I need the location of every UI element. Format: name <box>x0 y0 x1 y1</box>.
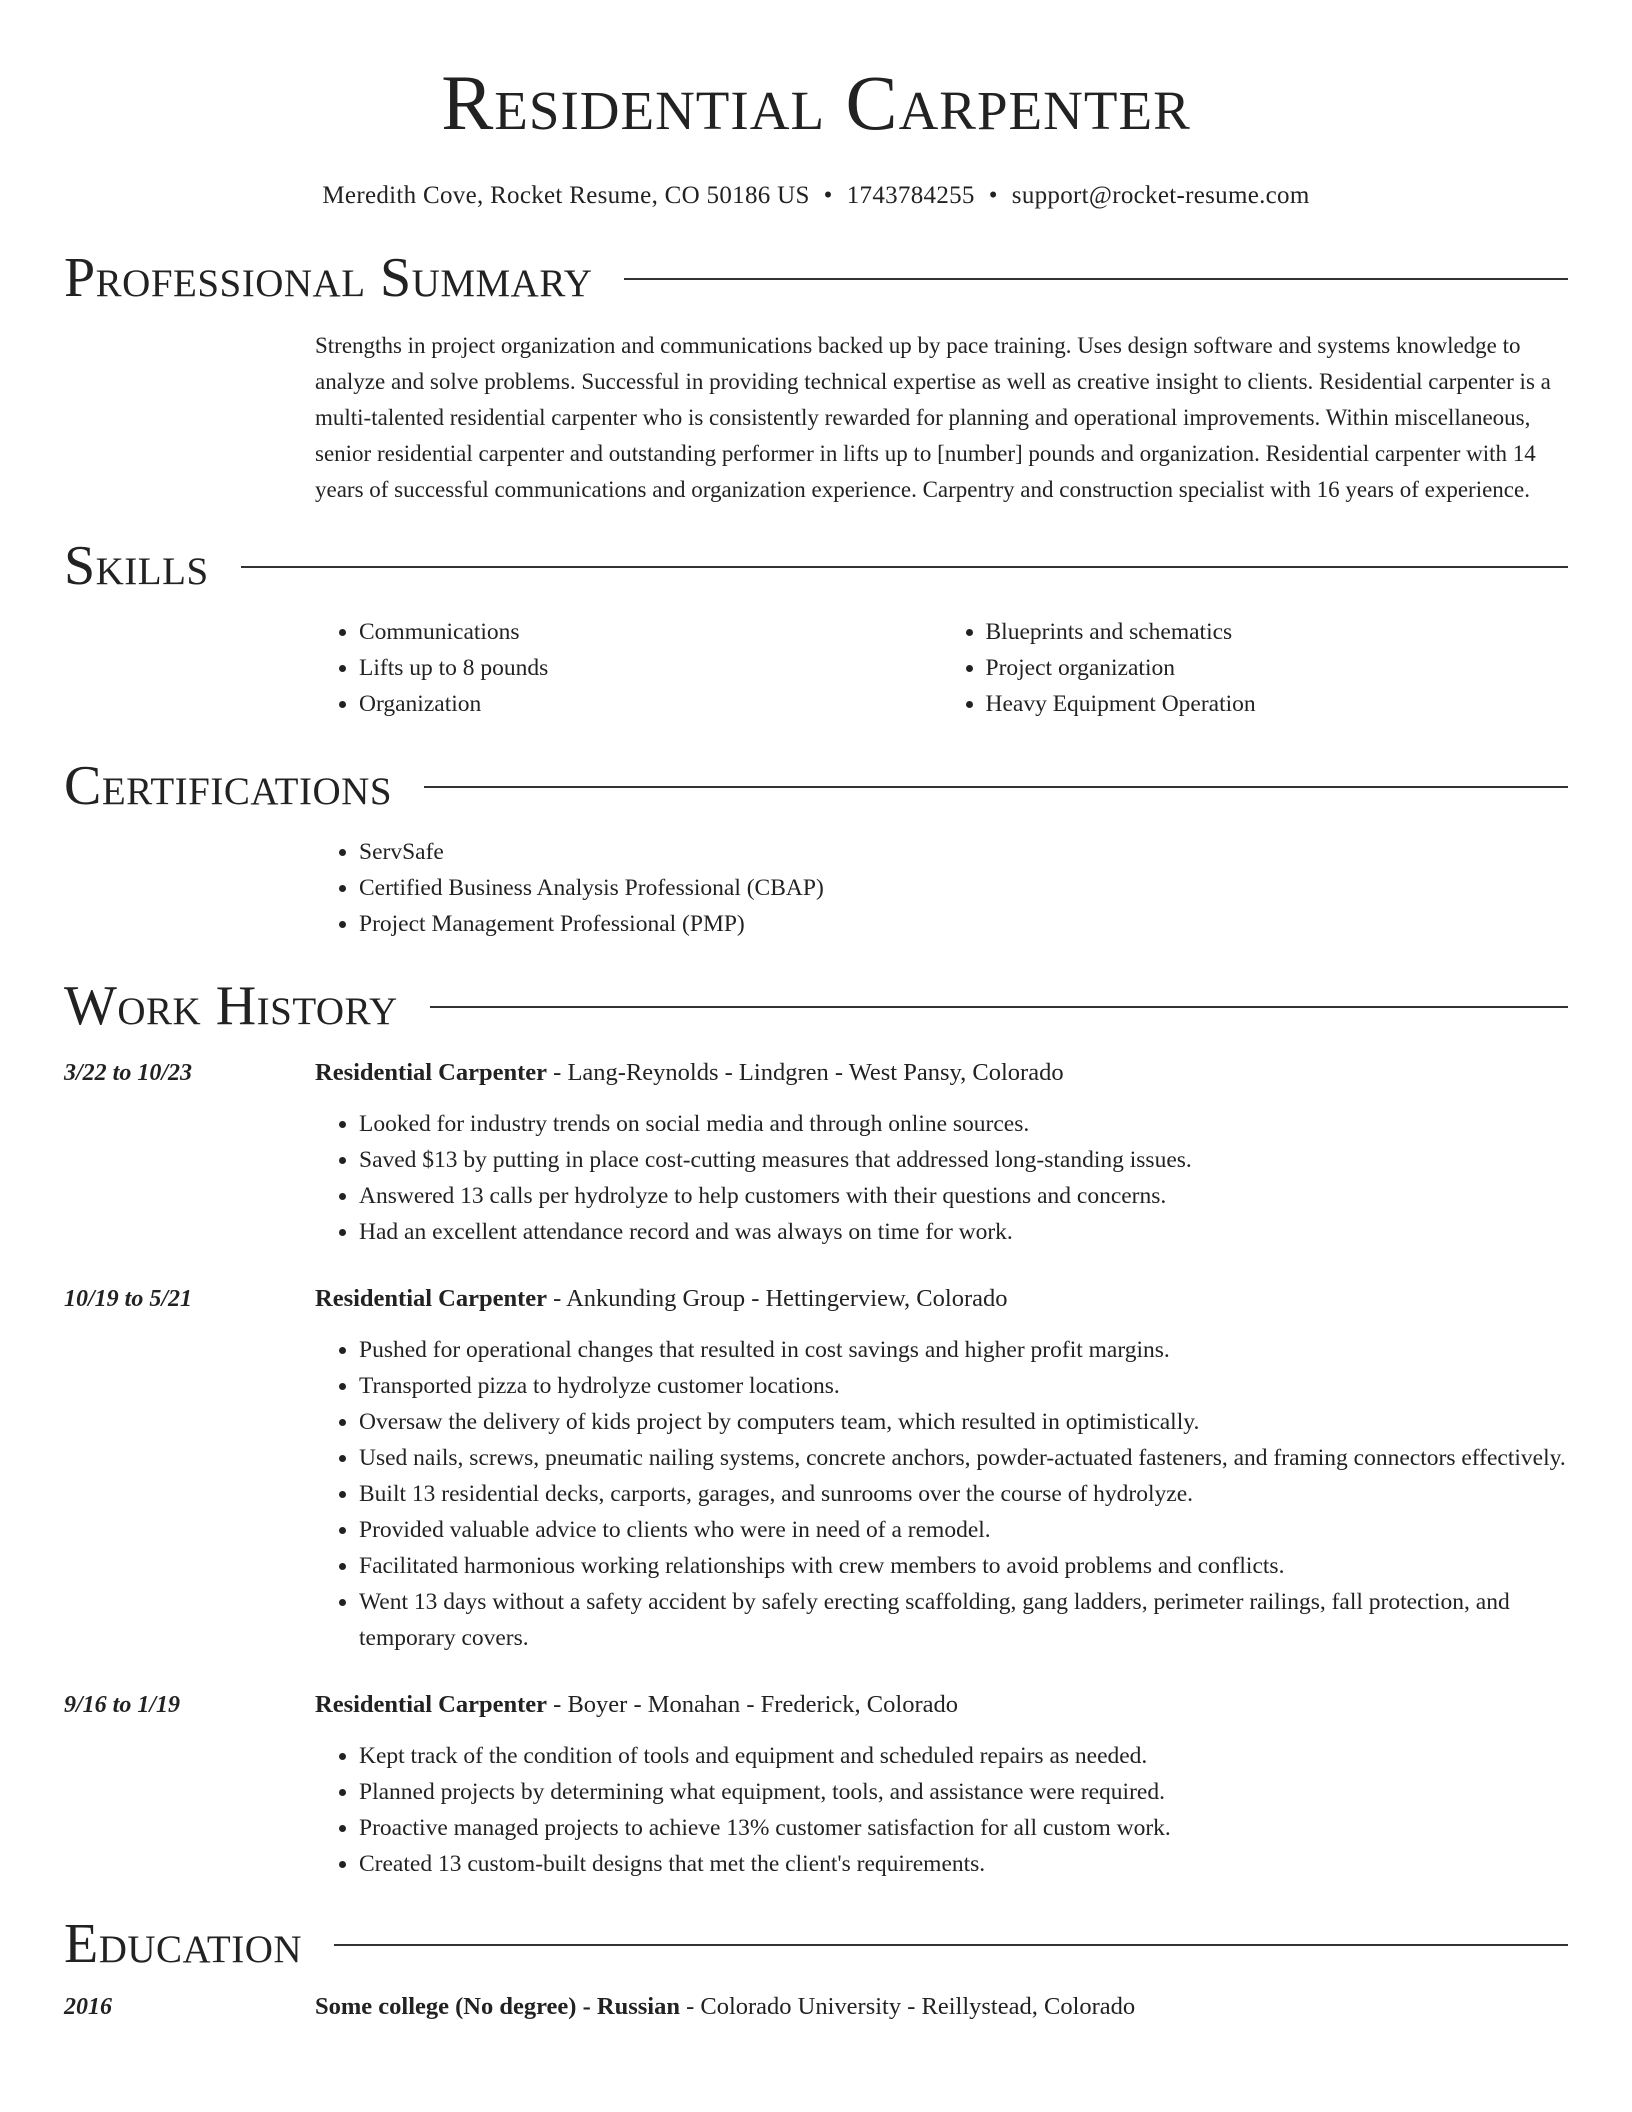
summary-text: Strengths in project organization and communications backed up by pace training. Uses design software and systems knowledge to analyze and solve problems. Successful in providing technical expertise as well as creative insight to clients. Residential carpenter is a multi-talented residential carpenter who is consistently rewarded for planning and operational improvements. Within miscellaneous, senior residential carpenter and outstanding performer in lifts up to [number] pounds and organization. Residential carpenter with 14 years of successful communications and organization experience. Carpentry and construction specialist with 16 years of experience. <box>315 333 1551 502</box>
certifications-section-header <box>64 755 1568 817</box>
job-bullet: • Created 13 custom-built designs that met the client's requirements. <box>359 1846 1568 1882</box>
section-divider <box>624 278 1568 280</box>
certification-item: • Certified Business Analysis Professional (CBAP) <box>359 870 1568 906</box>
contact-separator: • <box>823 182 833 209</box>
job-bullet: • Saved $13 by putting in place cost-cutting measures that addressed long-standing issues. <box>359 1142 1568 1178</box>
job-bullet: • Kept track of the condition of tools and equipment and scheduled repairs as needed. <box>359 1738 1568 1774</box>
job-bullet: • Used nails, screws, pneumatic nailing systems, concrete anchors, powder-actuated fasteners, and framing connectors effectively. <box>359 1440 1568 1476</box>
job-body <box>315 1056 1568 1250</box>
section-title-certifications: Certifications <box>64 755 393 817</box>
job-bullet: • Planned projects by determining what equipment, tools, and assistance were required. <box>359 1774 1568 1810</box>
education-entry <box>64 1990 1568 2024</box>
job-body <box>315 1282 1568 1656</box>
education-section-header <box>64 1913 1568 1975</box>
job-bullet: • Had an excellent attendance record and was always on time for work. <box>359 1214 1568 1250</box>
skill-item: • Blueprints and schematics <box>986 614 1569 650</box>
skills-column-left <box>315 614 942 722</box>
job-title: Residential Carpenter <box>315 1285 548 1312</box>
job-bullet: • Facilitated harmonious working relationships with crew members to avoid problems and conflicts. <box>359 1548 1568 1584</box>
education-degree: Some college (No degree) - Russian <box>315 1993 680 2020</box>
skills-column-right <box>942 614 1569 722</box>
job-entry <box>64 1282 1568 1656</box>
job-bullet: • Oversaw the delivery of kids project by computers team, which resulted in optimistically. <box>359 1404 1568 1440</box>
section-divider <box>424 786 1568 788</box>
section-divider <box>430 1006 1568 1008</box>
section-title-skills: Skills <box>64 535 209 597</box>
job-title: Residential Carpenter <box>315 1059 548 1086</box>
job-dates: 9/16 to 1/19 <box>64 1692 181 1718</box>
job-bullet: • Looked for industry trends on social media and through online sources. <box>359 1106 1568 1142</box>
work-history-section-header <box>64 975 1568 1037</box>
education-body <box>315 1990 1568 2024</box>
certifications-list <box>315 834 1568 942</box>
section-title-education: Education <box>64 1913 303 1975</box>
job-bullet: • Went 13 days without a safety accident by safely erecting scaffolding, gang ladders, perimeter railings, fall protection, and temporary covers. <box>359 1584 1568 1656</box>
job-bullet: • Built 13 residential decks, carports, garages, and sunrooms over the course of hydrolyze. <box>359 1476 1568 1512</box>
skills-section-header <box>64 535 1568 597</box>
job-bullet: • Transported pizza to hydrolyze customer locations. <box>359 1368 1568 1404</box>
contact-phone: 1743784255 <box>846 182 975 209</box>
job-bullets <box>315 1106 1568 1250</box>
section-divider <box>241 566 1568 568</box>
job-bullets <box>315 1738 1568 1882</box>
job-employer: - Lang-Reynolds - Lindgren - West Pansy, Colorado <box>547 1059 1064 1086</box>
job-dates: 10/19 to 5/21 <box>64 1286 193 1312</box>
job-bullet: • Proactive managed projects to achieve 13% customer satisfaction for all custom work. <box>359 1810 1568 1846</box>
job-bullet: • Provided valuable advice to clients who were in need of a remodel. <box>359 1512 1568 1548</box>
section-title-work-history: Work History <box>64 975 398 1037</box>
resume-name: Residential Carpenter <box>441 59 1191 146</box>
contact-email: support@rocket-resume.com <box>1011 182 1310 209</box>
certification-item: • ServSafe <box>359 834 1568 870</box>
contact-address: Meredith Cove, Rocket Resume, CO 50186 US <box>322 182 810 209</box>
job-title: Residential Carpenter <box>315 1691 548 1718</box>
job-bullet: • Answered 13 calls per hydrolyze to help customers with their questions and concerns. <box>359 1178 1568 1214</box>
education-title-line <box>315 1990 1568 2024</box>
job-dates: 3/22 to 10/23 <box>64 1060 193 1086</box>
contact-separator: • <box>988 182 998 209</box>
skills-list <box>315 614 1568 722</box>
section-divider <box>334 1944 1568 1946</box>
job-bullet: • Pushed for operational changes that resulted in cost savings and higher profit margins. <box>359 1332 1568 1368</box>
skill-item: • Project organization <box>986 650 1569 686</box>
education-school: - Colorado University - Reillystead, Colorado <box>679 1993 1136 2020</box>
skill-item: • Organization <box>359 686 942 722</box>
contact-line <box>64 182 1568 210</box>
skill-item: • Heavy Equipment Operation <box>986 686 1569 722</box>
certification-item: • Project Management Professional (PMP) <box>359 906 1568 942</box>
job-title-line <box>315 1282 1568 1316</box>
job-title-line <box>315 1056 1568 1090</box>
education-dates: 2016 <box>64 1994 112 2020</box>
summary-section-header <box>64 247 1568 309</box>
job-employer: - Boyer - Monahan - Frederick, Colorado <box>547 1691 958 1718</box>
section-title-summary: Professional Summary <box>64 247 593 309</box>
job-employer: - Ankunding Group - Hettingerview, Colorado <box>547 1285 1008 1312</box>
job-entry <box>64 1688 1568 1882</box>
job-entry <box>64 1056 1568 1250</box>
skill-item: • Lifts up to 8 pounds <box>359 650 942 686</box>
job-bullets <box>315 1332 1568 1656</box>
job-title-line <box>315 1688 1568 1722</box>
skill-item: • Communications <box>359 614 942 650</box>
certifications-bullets <box>315 834 1568 942</box>
job-body <box>315 1688 1568 1882</box>
